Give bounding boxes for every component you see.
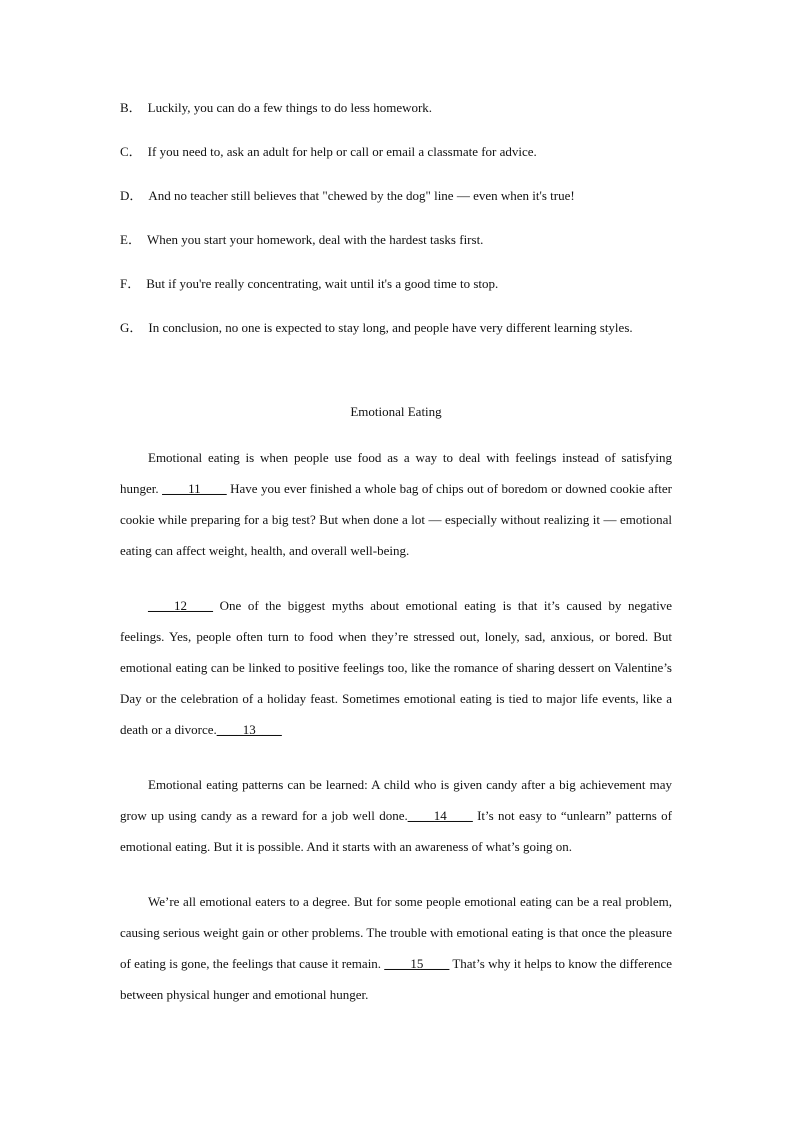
option-letter: B． xyxy=(120,100,142,115)
option-text: But if you're really concentrating, wait until it's a good time to stop. xyxy=(146,276,499,291)
option-letter: G． xyxy=(120,320,143,335)
blank-12: ____12____ xyxy=(148,598,213,613)
option-text: In conclusion, no one is expected to stay long, and people have very different learning styles. xyxy=(148,320,633,335)
article-paragraph-3 xyxy=(120,769,672,862)
option-text: When you start your homework, deal with the hardest tasks first. xyxy=(146,232,484,247)
article-title: Emotional Eating xyxy=(350,404,442,419)
option-letter: E． xyxy=(120,232,141,247)
blank-15: ____15____ xyxy=(384,956,450,971)
blank-11: ____11____ xyxy=(162,481,227,496)
option-letter: D． xyxy=(120,188,143,203)
paragraph-text: We’re all emotional eaters to a degree. But for some people emotional eating can be a real problem, causing serious weight gain or other problems. The trouble with emotional eating is that once the pleasure of eating is gone, the feelings that cause it remain. xyxy=(120,894,672,971)
option-c xyxy=(120,142,672,162)
paragraph-text: Emotional eating is when people use food as a way to deal with feelings instead of satisfying hunger. xyxy=(120,450,672,496)
option-text: If you need to, ask an adult for help or call or email a classmate for advice. xyxy=(147,144,537,159)
option-e xyxy=(120,230,672,250)
option-text: Luckily, you can do a few things to do less homework. xyxy=(147,100,433,115)
article-paragraph-2 xyxy=(120,590,672,745)
option-letter: F． xyxy=(120,276,141,291)
paragraph-text: Have you ever finished a whole bag of chips out of boredom or downed cookie after cookie while preparing for a big test? But when done a lot — especially without realizing it — emotional eating can affect weight, health, and overall well-being. xyxy=(120,481,672,558)
article-paragraph-4 xyxy=(120,886,672,1010)
paragraph-text: One of the biggest myths about emotional eating is that it’s caused by negative feelings. Yes, people often turn to food when they’re stressed out, lonely, sad, anxious, or bored. But emotional eating can be linked to positive feelings too, like the romance of sharing dessert on Valentine’s Day or the celebration of a holiday feast. Sometimes emotional eating is tied to major life events, like a death or a divorce. xyxy=(120,598,672,737)
article-paragraph-1 xyxy=(120,442,672,566)
paragraph-text: Emotional eating patterns can be learned: A child who is given candy after a big achievement may grow up using candy as a reward for a job well done. xyxy=(120,777,672,823)
paragraph-text: That’s why it helps to know the difference between physical hunger and emotional hunger. xyxy=(120,956,672,1002)
paragraph-text: It’s not easy to “unlearn” patterns of emotional eating. But it is possible. And it starts with an awareness of what’s going on. xyxy=(120,808,673,854)
blank-13: ____13____ xyxy=(216,722,282,737)
option-g xyxy=(120,318,672,338)
option-d xyxy=(120,186,672,206)
option-text: And no teacher still believes that "chewed by the dog" line — even when it's true! xyxy=(148,188,575,203)
option-letter: C． xyxy=(120,144,142,159)
option-b xyxy=(120,98,672,118)
document-page xyxy=(120,98,672,1010)
option-f xyxy=(120,274,672,294)
options-list xyxy=(120,98,672,338)
blank-14: ____14____ xyxy=(407,808,473,823)
